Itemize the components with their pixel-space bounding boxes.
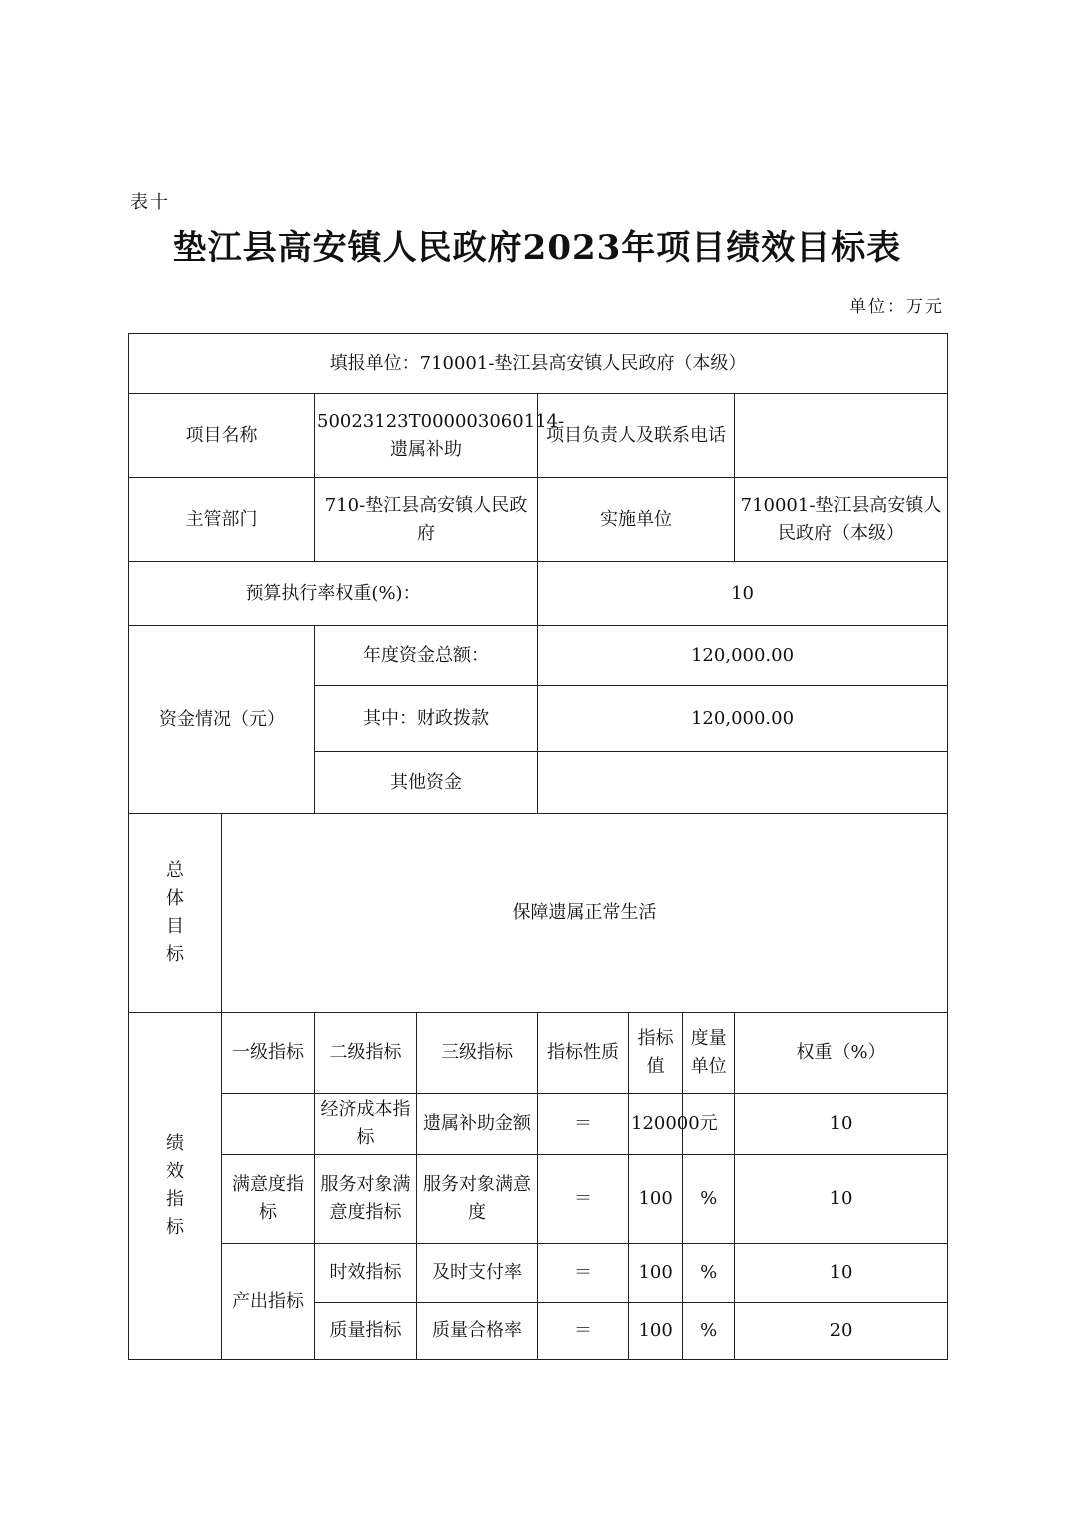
level1-cell xyxy=(222,1094,315,1155)
funds-total-value: 120,000.00 xyxy=(538,626,948,686)
overall-goal-text: 保障遗属正常生活 xyxy=(222,814,948,1013)
nature-cell: ＝ xyxy=(538,1303,629,1360)
indicators-label-char: 效 xyxy=(166,1161,184,1182)
unit-note: 单位：万元 xyxy=(849,297,944,317)
dept-label: 主管部门 xyxy=(129,478,315,562)
indicators-label-char: 绩 xyxy=(166,1133,184,1154)
impl-label: 实施单位 xyxy=(538,478,735,562)
funds-label: 资金情况（元） xyxy=(129,626,315,814)
level2-cell: 质量指标 xyxy=(315,1303,417,1360)
page-title: 垫江县高安镇人民政府2023年项目绩效目标表 xyxy=(172,228,902,268)
value-cell: 100 xyxy=(629,1155,683,1243)
indicators-label-char: 标 xyxy=(166,1217,184,1238)
funds-total-label: 年度资金总额： xyxy=(315,626,538,686)
level2-cell: 服务对象满意度指标 xyxy=(315,1155,417,1244)
funds-other-label: 其他资金 xyxy=(315,752,538,814)
table-row xyxy=(129,1244,948,1303)
indicators-label xyxy=(129,1013,222,1360)
dept-value: 710-垫江县高安镇人民政府 xyxy=(315,478,538,562)
value-cell: 120000 xyxy=(629,1094,683,1154)
funds-fiscal-label: 其中：财政拨款 xyxy=(315,686,538,752)
table-row xyxy=(129,1094,948,1155)
level3-cell: 遗属补助金额 xyxy=(417,1094,538,1155)
column-header: 权重（%） xyxy=(735,1013,948,1094)
project-name-value: 50023123T000003060114-遗属补助 xyxy=(315,394,538,478)
funds-fiscal-value: 120,000.00 xyxy=(538,686,948,752)
nature-cell: ＝ xyxy=(538,1244,629,1303)
nature-cell: ＝ xyxy=(538,1155,629,1244)
funds-other-value xyxy=(538,752,948,814)
unit-cell: % xyxy=(700,1188,718,1209)
table-number: 表十 xyxy=(130,192,170,213)
project-name-label: 项目名称 xyxy=(129,394,315,478)
column-header: 指标性质 xyxy=(538,1013,629,1094)
level3-cell: 及时支付率 xyxy=(417,1244,538,1303)
goal-label-char: 体 xyxy=(166,888,184,909)
table-row xyxy=(129,1155,948,1244)
level1-cell: 满意度指标 xyxy=(222,1155,315,1244)
column-header: 二级指标 xyxy=(315,1013,417,1094)
indicators-label-char: 指 xyxy=(166,1189,184,1210)
level3-cell: 质量合格率 xyxy=(417,1303,538,1360)
unit-cell: % xyxy=(700,1262,718,1283)
weight-cell: 10 xyxy=(735,1155,948,1244)
weight-cell: 10 xyxy=(735,1244,948,1303)
value-cell: 100 xyxy=(629,1244,683,1302)
weight-cell: 10 xyxy=(735,1094,948,1155)
column-header: 度量单位 xyxy=(690,1028,727,1077)
goal-label-char: 标 xyxy=(166,944,184,965)
indicators-header-split xyxy=(629,1013,735,1094)
value-unit-cell xyxy=(629,1094,735,1155)
reporting-unit: 填报单位：710001-垫江县高安镇人民政府（本级） xyxy=(129,334,948,394)
contact-value xyxy=(735,394,948,478)
column-header: 三级指标 xyxy=(417,1013,538,1094)
overall-goal-label xyxy=(129,814,222,1013)
contact-label: 项目负责人及联系电话 xyxy=(538,394,735,478)
level3-cell: 服务对象满意度 xyxy=(417,1155,538,1244)
value-unit-cell xyxy=(629,1244,735,1303)
nature-cell: ＝ xyxy=(538,1094,629,1155)
column-header: 一级指标 xyxy=(222,1013,315,1094)
unit-cell: 元 xyxy=(699,1113,718,1134)
budget-weight-value: 10 xyxy=(538,562,948,626)
budget-weight-label: 预算执行率权重(%)： xyxy=(129,562,538,626)
level2-cell: 经济成本指标 xyxy=(315,1094,417,1155)
value-cell: 100 xyxy=(629,1303,683,1359)
value-unit-cell xyxy=(629,1155,735,1244)
level1-cell: 产出指标 xyxy=(222,1244,315,1360)
goal-label-char: 总 xyxy=(166,860,184,881)
value-unit-cell xyxy=(629,1303,735,1360)
level2-cell: 时效指标 xyxy=(315,1244,417,1303)
weight-cell: 20 xyxy=(735,1303,948,1360)
unit-cell: % xyxy=(700,1320,718,1341)
impl-value: 710001-垫江县高安镇人民政府（本级） xyxy=(735,478,948,562)
goal-label-char: 目 xyxy=(166,916,184,937)
column-header: 指标值 xyxy=(629,1013,683,1093)
performance-target-table xyxy=(128,333,948,1360)
